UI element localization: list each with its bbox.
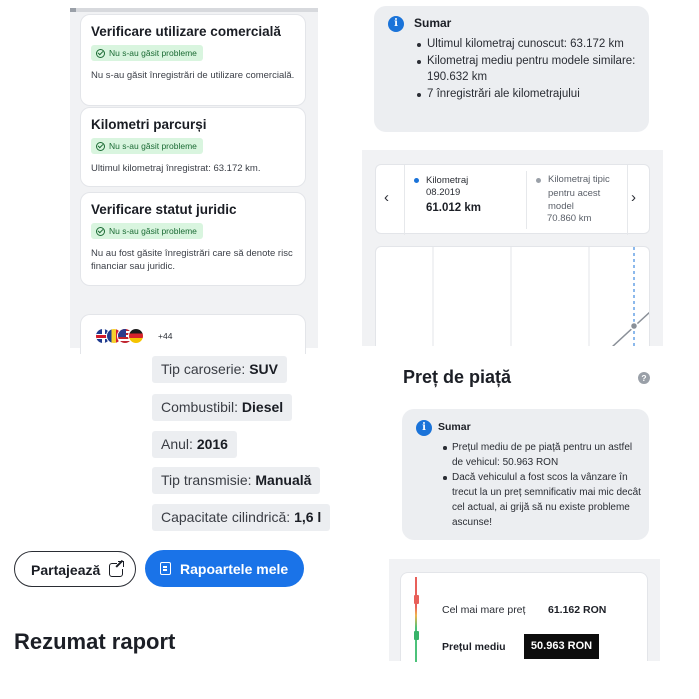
market-summary-box: [402, 409, 649, 540]
check-circle-icon: [96, 142, 105, 151]
help-icon[interactable]: ?: [638, 372, 650, 384]
check-description: Nu au fost găsite înregistrări care să denote risc financiar sau juridic.: [91, 247, 293, 272]
chart-data-point: [631, 323, 638, 330]
max-price-label: Cel mai mare preț: [442, 604, 526, 616]
mileage-legend-dot: [414, 178, 419, 183]
max-price-marker: [414, 595, 419, 604]
share-button[interactable]: [14, 551, 136, 587]
summary-item: 7 înregistrări ale kilometrajului: [416, 86, 641, 103]
countries-card[interactable]: [80, 314, 306, 354]
typical-mileage-label: Kilometraj tipic pentru acest model: [548, 174, 610, 212]
price-scale-bar: [415, 577, 417, 662]
spec-value: Diesel: [241, 399, 284, 415]
status-badge-label: Nu s-au găsit probleme: [109, 48, 197, 58]
summary-item: Kilometraj mediu pentru modele similare: 190.632 km: [416, 53, 641, 86]
chevron-right-icon[interactable]: ›: [631, 189, 636, 206]
avg-price-label: Prețul mediu: [442, 641, 506, 653]
mileage-chart: [375, 246, 650, 346]
status-badge: [91, 138, 203, 154]
mileage-value: 61.012 km: [426, 202, 481, 214]
spec-year: [152, 431, 237, 458]
scroll-progress-bar: [70, 8, 318, 12]
legal-status-check-card: [80, 192, 306, 286]
status-badge: [91, 45, 203, 61]
spec-value: 1,6 l: [294, 509, 322, 525]
share-button-label: Partajează: [31, 562, 101, 578]
mileage-chart-svg: [376, 247, 650, 346]
more-countries-count: +44: [158, 331, 173, 341]
spec-value: Manuală: [255, 472, 312, 488]
market-summary-list: [442, 440, 642, 530]
check-title: Kilometri parcurși: [91, 117, 207, 132]
spec-value: 2016: [196, 436, 228, 452]
check-circle-icon: [96, 227, 105, 236]
my-reports-button-label: Rapoartele mele: [180, 561, 289, 577]
info-icon: i: [388, 16, 404, 32]
spec-label: Anul:: [161, 436, 197, 452]
de-flag-icon: [128, 328, 144, 344]
spec-engine-capacity: [152, 504, 330, 531]
market-summary-item: Prețul mediu de pe piață pentru un astfel de vehicul: 50.963 RON: [442, 440, 642, 470]
typical-mileage-legend-dot: [536, 178, 541, 183]
check-description: Nu s-au găsit înregistrări de utilizare comercială.: [91, 69, 295, 81]
price-range-panel: [389, 559, 660, 661]
avg-price-marker: [414, 631, 419, 640]
checks-panel: [70, 8, 318, 348]
spec-label: Combustibil:: [161, 399, 242, 415]
summary-item: Ultimul kilometraj cunoscut: 63.172 km: [416, 36, 641, 53]
chevron-left-icon[interactable]: ‹: [384, 189, 389, 206]
spec-label: Capacitate cilindrică:: [161, 509, 295, 525]
spec-transmission: [152, 467, 320, 494]
price-range-card: [400, 572, 648, 661]
avg-price-value: 50.963 RON: [524, 634, 599, 659]
market-price-heading: Preț de piață: [403, 367, 512, 387]
mileage-check-card: [80, 107, 306, 187]
spec-value: SUV: [249, 361, 278, 377]
mileage-history-panel: [362, 150, 663, 346]
market-summary-title: Sumar: [438, 421, 471, 433]
summary-title: Sumar: [414, 16, 452, 30]
mileage-date: 08.2019: [426, 187, 461, 198]
spec-fuel: [152, 394, 292, 421]
mileage-summary-box: [374, 6, 649, 132]
status-badge: [91, 223, 203, 239]
summary-list: [416, 36, 641, 102]
check-circle-icon: [96, 49, 105, 58]
mileage-carousel: [375, 164, 650, 234]
commercial-use-check-card: [80, 14, 306, 106]
spec-label: Tip caroserie:: [161, 361, 250, 377]
spec-body-type: [152, 356, 287, 383]
report-summary-heading: Rezumat raport: [14, 629, 176, 654]
check-title: Verificare utilizare comercială: [91, 24, 281, 39]
spec-label: Tip transmisie:: [161, 472, 256, 488]
status-badge-label: Nu s-au găsit probleme: [109, 226, 197, 236]
max-price-value: 61.162 RON: [548, 604, 607, 616]
status-badge-label: Nu s-au găsit probleme: [109, 141, 197, 151]
report-icon: [160, 562, 171, 575]
info-icon: i: [416, 420, 432, 436]
my-reports-button[interactable]: [145, 550, 304, 587]
mileage-label: Kilometraj: [426, 175, 469, 186]
market-summary-item: Dacă vehiculul a fost scos la vânzare în trecut la un preț semnificativ mai mic decât cel actual, ai grijă să nu existe probleme ascunse!: [442, 470, 642, 530]
typical-mileage-value: 70.860 km: [547, 213, 592, 224]
check-title: Verificare statut juridic: [91, 202, 237, 217]
check-description: Ultimul kilometraj înregistrat: 63.172 km.: [91, 162, 261, 174]
